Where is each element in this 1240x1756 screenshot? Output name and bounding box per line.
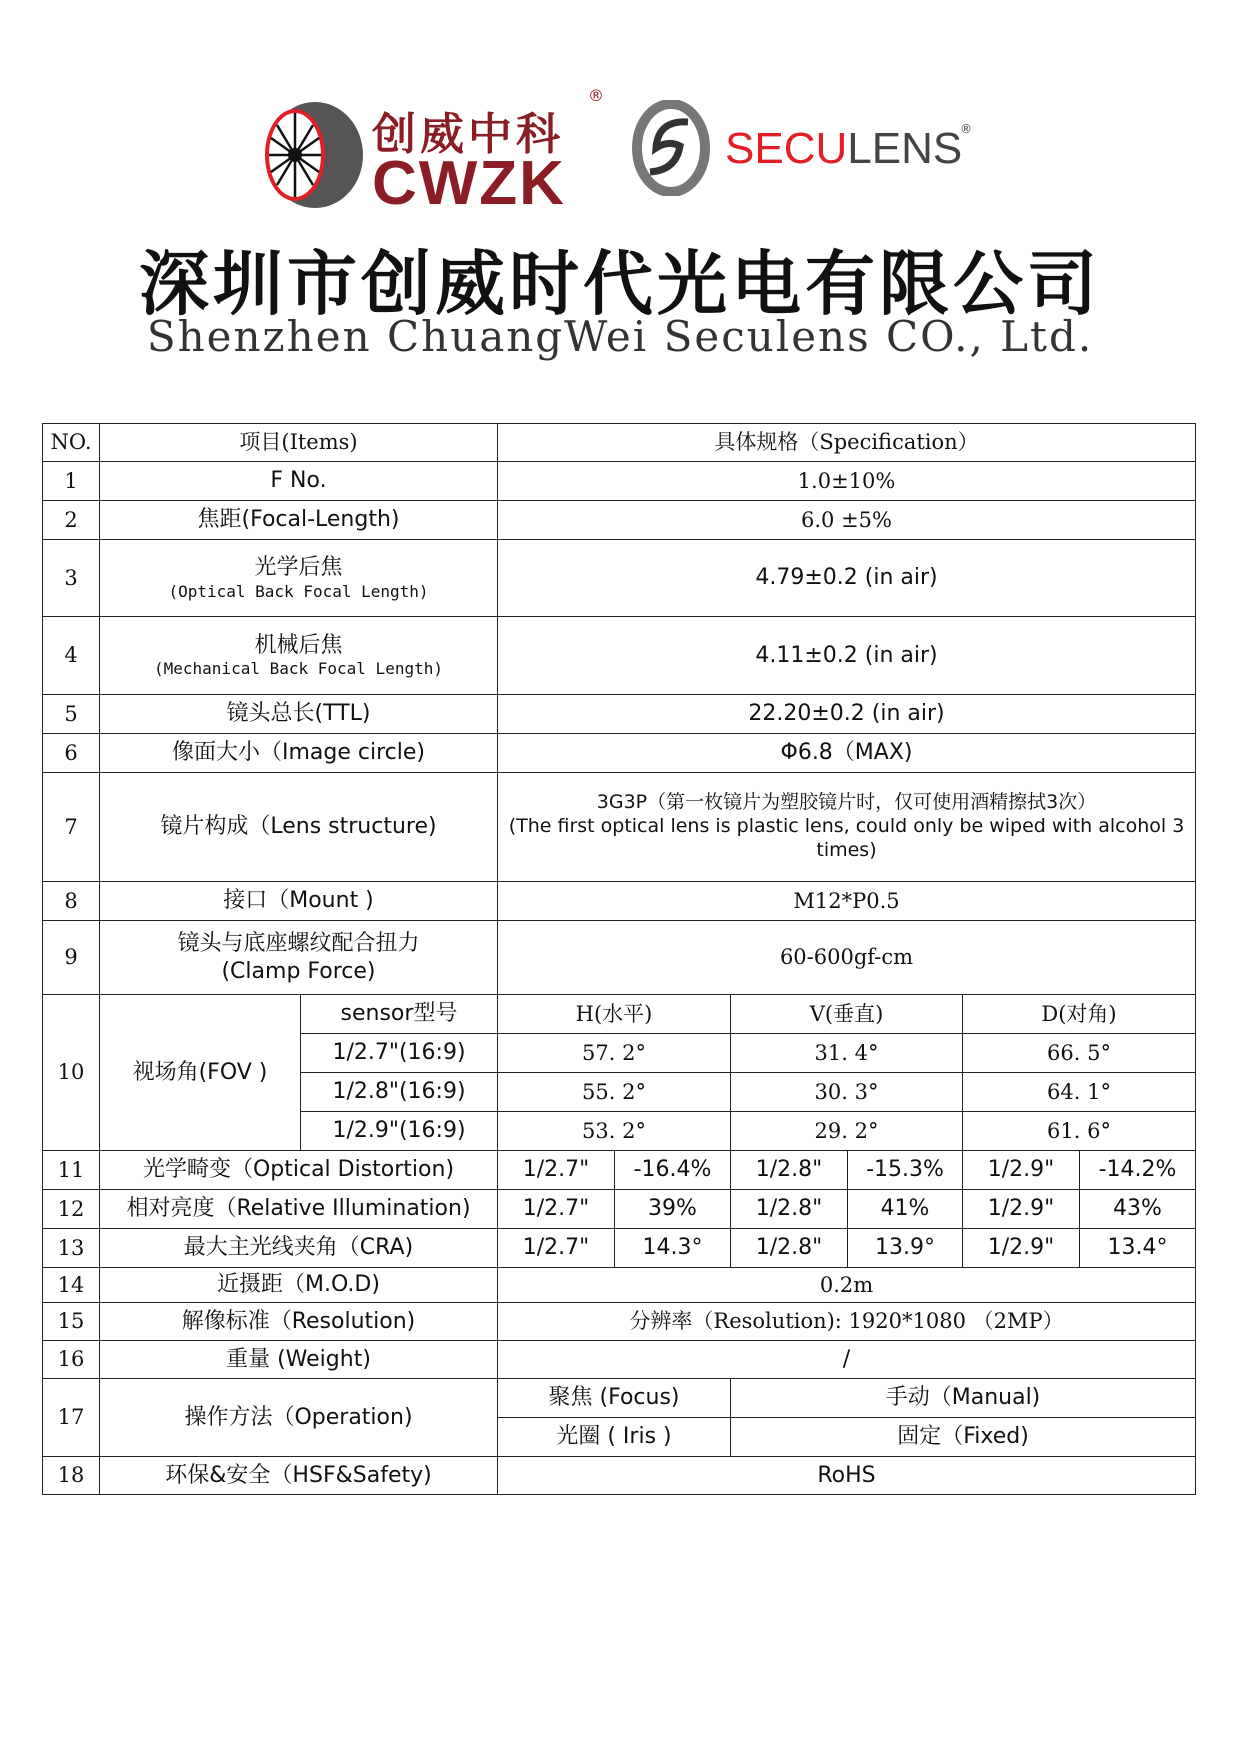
cell	[498, 1034, 731, 1073]
spec-cell	[498, 921, 1196, 995]
brand-cn: 创威中科	[372, 109, 564, 160]
cell-text: 聚焦 (Focus)	[548, 1385, 680, 1411]
item-cell	[100, 540, 498, 617]
cell	[731, 1034, 963, 1073]
cell	[615, 1190, 731, 1229]
cell-text: 14	[57, 1272, 85, 1297]
row-no	[43, 1151, 100, 1190]
spec-cell	[498, 1341, 1196, 1379]
cell-text: 近摄距（M.O.D)	[217, 1272, 380, 1298]
cell-text: 13.9°	[875, 1235, 935, 1261]
cell	[1080, 1190, 1196, 1229]
cell-text: 41%	[880, 1196, 930, 1222]
row-no	[43, 995, 100, 1151]
cell-text-en: (Mechanical Back Focal Length)	[154, 659, 443, 679]
cell-text: 视场角(FOV )	[132, 1059, 268, 1085]
cell-text: 15	[57, 1309, 85, 1334]
row-no	[43, 773, 100, 882]
cell-text: 1/2.7"	[522, 1196, 590, 1222]
cell-text: 最大主光线夹角（CRA)	[183, 1235, 414, 1261]
item-cell	[100, 1268, 498, 1303]
cell-text: 2	[64, 507, 78, 532]
header-no	[43, 424, 100, 462]
spec-cell	[498, 1303, 1196, 1341]
item-cell	[100, 1341, 498, 1379]
cell-text: 1	[64, 468, 78, 493]
row-no	[43, 882, 100, 921]
cell-text: 1/2.9"(16:9)	[332, 1118, 466, 1144]
spec-cell	[498, 882, 1196, 921]
cell-text: 14.3°	[642, 1235, 703, 1261]
cell	[731, 1151, 848, 1190]
cell-text: 光圈 ( Iris )	[556, 1424, 672, 1450]
cell-text: NO.	[50, 430, 92, 455]
table-row	[43, 1268, 1196, 1303]
cell-text: 16	[57, 1347, 85, 1372]
cell-text: 13	[57, 1235, 85, 1260]
table-row	[43, 695, 1196, 734]
cell	[963, 1151, 1080, 1190]
cell	[301, 1073, 498, 1112]
cell-text: M12*P0.5	[793, 888, 900, 913]
header-spec	[498, 424, 1196, 462]
sub-header	[301, 995, 498, 1034]
cell-text: 机械后焦	[254, 632, 343, 658]
row-no	[43, 1229, 100, 1268]
cell-text: 镜片构成（Lens structure)	[160, 814, 437, 840]
cell	[731, 1112, 963, 1151]
cell-text: 64. 1°	[1047, 1079, 1111, 1104]
cell-text: 3	[64, 565, 78, 590]
cell-text: 53. 2°	[582, 1118, 646, 1143]
cell-text: 61. 6°	[1047, 1118, 1111, 1143]
cell	[498, 1112, 731, 1151]
item-cell	[100, 617, 498, 695]
sub-header	[731, 995, 963, 1034]
row-no	[43, 921, 100, 995]
cell	[498, 1418, 731, 1457]
cell-text: 环保&安全（HSF&Safety)	[165, 1462, 432, 1488]
cell	[963, 1190, 1080, 1229]
table-row	[43, 773, 1196, 882]
cell-text: -16.4%	[633, 1157, 712, 1183]
row-no	[43, 617, 100, 695]
cell-text: 光学畸变（Optical Distortion)	[142, 1157, 455, 1183]
cell	[498, 1073, 731, 1112]
cell-text: RoHS	[817, 1462, 876, 1488]
cell	[615, 1229, 731, 1268]
cell-text: 1/2.9"	[987, 1157, 1055, 1183]
table-row	[43, 617, 1196, 695]
cell-text: 7	[64, 814, 78, 839]
cell	[498, 1190, 615, 1229]
cell-text: 17	[57, 1405, 85, 1430]
cell	[731, 1190, 848, 1229]
cell-text: 0.2m	[819, 1272, 874, 1297]
cell-text: 3G3P（第一枚镜片为塑胶镜片时，仅可使用酒精擦拭3次）	[596, 791, 1097, 814]
cell-text: 11	[57, 1157, 85, 1182]
cell-text: 66. 5°	[1047, 1040, 1111, 1065]
spec-cell	[498, 1457, 1196, 1495]
cell-text: 57. 2°	[582, 1040, 646, 1065]
cell-text: 12	[57, 1196, 85, 1221]
cell-text: H(水平)	[575, 1001, 653, 1026]
cell-text: 30. 3°	[814, 1079, 879, 1104]
cell	[498, 1229, 615, 1268]
table-row	[43, 1229, 1196, 1268]
brand2-gray: LENS	[847, 124, 963, 173]
table-row	[43, 1379, 1196, 1418]
cell-text: 29. 2°	[814, 1118, 879, 1143]
cell	[498, 1379, 731, 1418]
table-row	[43, 1190, 1196, 1229]
cell	[301, 1034, 498, 1073]
cell-text: /	[842, 1346, 851, 1372]
company-name-en: Shenzhen ChuangWei Seculens CO., Ltd.	[146, 312, 1094, 361]
row-no	[43, 1303, 100, 1341]
header-items	[100, 424, 498, 462]
table-row	[43, 995, 1196, 1034]
row-no	[43, 1190, 100, 1229]
cell	[615, 1151, 731, 1190]
cell-text: 项目(Items)	[239, 430, 358, 455]
item-cell	[100, 695, 498, 734]
cell	[848, 1229, 963, 1268]
spec-cell	[498, 1268, 1196, 1303]
cell-text: 重量 (Weight)	[226, 1346, 371, 1372]
sub-header	[498, 995, 731, 1034]
cell-text: sensor型号	[340, 1001, 458, 1027]
cwzk-lens-logo	[255, 100, 365, 210]
spec-cell	[498, 540, 1196, 617]
spec-cell	[498, 501, 1196, 540]
item-cell	[100, 921, 498, 995]
item-cell	[100, 773, 498, 882]
spec-cell	[498, 773, 1196, 882]
cell-text: 1/2.8"(16:9)	[332, 1079, 466, 1105]
cell-text: 4.11±0.2 (in air)	[755, 642, 938, 668]
item-cell	[100, 501, 498, 540]
table-row	[43, 882, 1196, 921]
item-cell	[100, 1190, 498, 1229]
cell	[1080, 1151, 1196, 1190]
cell-text: -14.2%	[1098, 1157, 1177, 1183]
cell-text: 4.79±0.2 (in air)	[755, 565, 938, 591]
item-cell	[100, 1379, 498, 1457]
cell	[731, 1229, 848, 1268]
row-no	[43, 695, 100, 734]
seculens-logo	[628, 100, 714, 196]
cell-text: 1/2.8"	[755, 1157, 823, 1183]
spec-cell	[498, 695, 1196, 734]
cell	[1080, 1229, 1196, 1268]
cell-text: 1/2.7"	[522, 1157, 590, 1183]
cell-text: 1/2.8"	[755, 1196, 823, 1222]
cell-text: 焦距(Focal-Length)	[197, 507, 400, 533]
cell-text: 分辨率（Resolution): 1920*1080 （2MP）	[629, 1309, 1064, 1334]
cell-text: 10	[57, 1060, 85, 1085]
table-row	[43, 921, 1196, 995]
cell-text: 固定（Fixed)	[897, 1424, 1029, 1450]
cell-text: 1/2.8"	[755, 1235, 823, 1261]
row-no	[43, 501, 100, 540]
cell	[848, 1190, 963, 1229]
cell	[963, 1073, 1196, 1112]
cell-text: V(垂直)	[809, 1001, 884, 1026]
registered-mark: ®	[960, 122, 972, 136]
cell	[963, 1229, 1080, 1268]
cell-text: F No.	[270, 468, 327, 494]
row-no	[43, 1457, 100, 1495]
cell-text: 6.0 ±5%	[801, 507, 892, 532]
row-no	[43, 462, 100, 501]
cell-text: 镜头与底座螺纹配合扭力	[177, 931, 420, 956]
cell-text: 13.4°	[1107, 1235, 1168, 1261]
table-row	[43, 1457, 1196, 1495]
cell-text: 55. 2°	[582, 1079, 646, 1104]
item-cell	[100, 995, 301, 1151]
cell-text: 5	[64, 701, 78, 726]
cell-text: 4	[64, 643, 78, 668]
table-row	[43, 734, 1196, 773]
spec-table	[42, 423, 1196, 1495]
cell-text: 相对亮度（Relative Illumination)	[126, 1196, 471, 1222]
cell-text: -15.3%	[866, 1157, 944, 1183]
cell-text: 60-600gf-cm	[779, 945, 914, 970]
cell-text: 1.0±10%	[797, 468, 896, 493]
cell-text-en: (The first optical lens is plastic lens, could only be wiped with alcohol 3 times)	[508, 815, 1185, 861]
cell	[963, 1034, 1196, 1073]
cell-text: 31. 4°	[814, 1040, 879, 1065]
brand2-red: SECU	[725, 124, 848, 173]
item-cell	[100, 1457, 498, 1495]
cell	[731, 1073, 963, 1112]
cell	[848, 1151, 963, 1190]
row-no	[43, 1379, 100, 1457]
cell	[498, 1151, 615, 1190]
item-cell	[100, 462, 498, 501]
cell-text-en: (Clamp Force)	[221, 958, 376, 984]
cell-text: 9	[64, 945, 78, 970]
cell-text: 操作方法（Operation)	[184, 1404, 413, 1430]
cell-text: 接口（Mount )	[223, 888, 374, 914]
table-row	[43, 462, 1196, 501]
cell-text: 解像标准（Resolution)	[181, 1308, 416, 1334]
company-name-cn: 深圳市创威时代光电有限公司	[139, 243, 1101, 325]
table-row	[43, 501, 1196, 540]
table-row	[43, 1303, 1196, 1341]
row-no	[43, 1268, 100, 1303]
cell-text: 43%	[1113, 1196, 1162, 1222]
cell-text: D(对角)	[1041, 1001, 1117, 1026]
cell-text-en: (Optical Back Focal Length)	[168, 581, 429, 601]
row-no	[43, 540, 100, 617]
item-cell	[100, 734, 498, 773]
item-cell	[100, 1303, 498, 1341]
cell-text: 8	[64, 888, 78, 913]
table-header	[43, 424, 1196, 462]
cell-text: 1/2.9"	[987, 1196, 1055, 1222]
cell	[731, 1379, 1196, 1418]
cell-text: 镜头总长(TTL)	[226, 701, 371, 727]
cell-text: 22.20±0.2 (in air)	[748, 701, 945, 727]
brand-en: CWZK	[372, 149, 566, 218]
cell-text: 具体规格（Specification）	[714, 430, 979, 455]
cell-text: 像面大小（Image circle)	[172, 740, 425, 766]
item-cell	[100, 1229, 498, 1268]
item-cell	[100, 1151, 498, 1190]
brand2	[725, 124, 962, 174]
row-no	[43, 1341, 100, 1379]
table-row	[43, 1341, 1196, 1379]
registered-mark: ®	[588, 86, 604, 105]
cell-text: 6	[64, 740, 78, 765]
cell	[963, 1112, 1196, 1151]
cell-text: 39%	[648, 1196, 697, 1222]
cell	[731, 1418, 1196, 1457]
table-row	[43, 540, 1196, 617]
row-no	[43, 734, 100, 773]
sub-header	[963, 995, 1196, 1034]
cell-text: 1/2.7"	[522, 1235, 590, 1261]
cell-text: 光学后焦	[254, 555, 343, 581]
item-cell	[100, 882, 498, 921]
cell-text: 手动（Manual)	[885, 1385, 1041, 1411]
table-row	[43, 1151, 1196, 1190]
cell	[301, 1112, 498, 1151]
spec-cell	[498, 462, 1196, 501]
spec-cell	[498, 734, 1196, 773]
cell-text: Φ6.8（MAX)	[780, 740, 913, 766]
cell-text: 18	[57, 1463, 85, 1488]
cell-text: 1/2.7"(16:9)	[332, 1040, 466, 1066]
spec-cell	[498, 617, 1196, 695]
cell-text: 1/2.9"	[987, 1235, 1055, 1261]
